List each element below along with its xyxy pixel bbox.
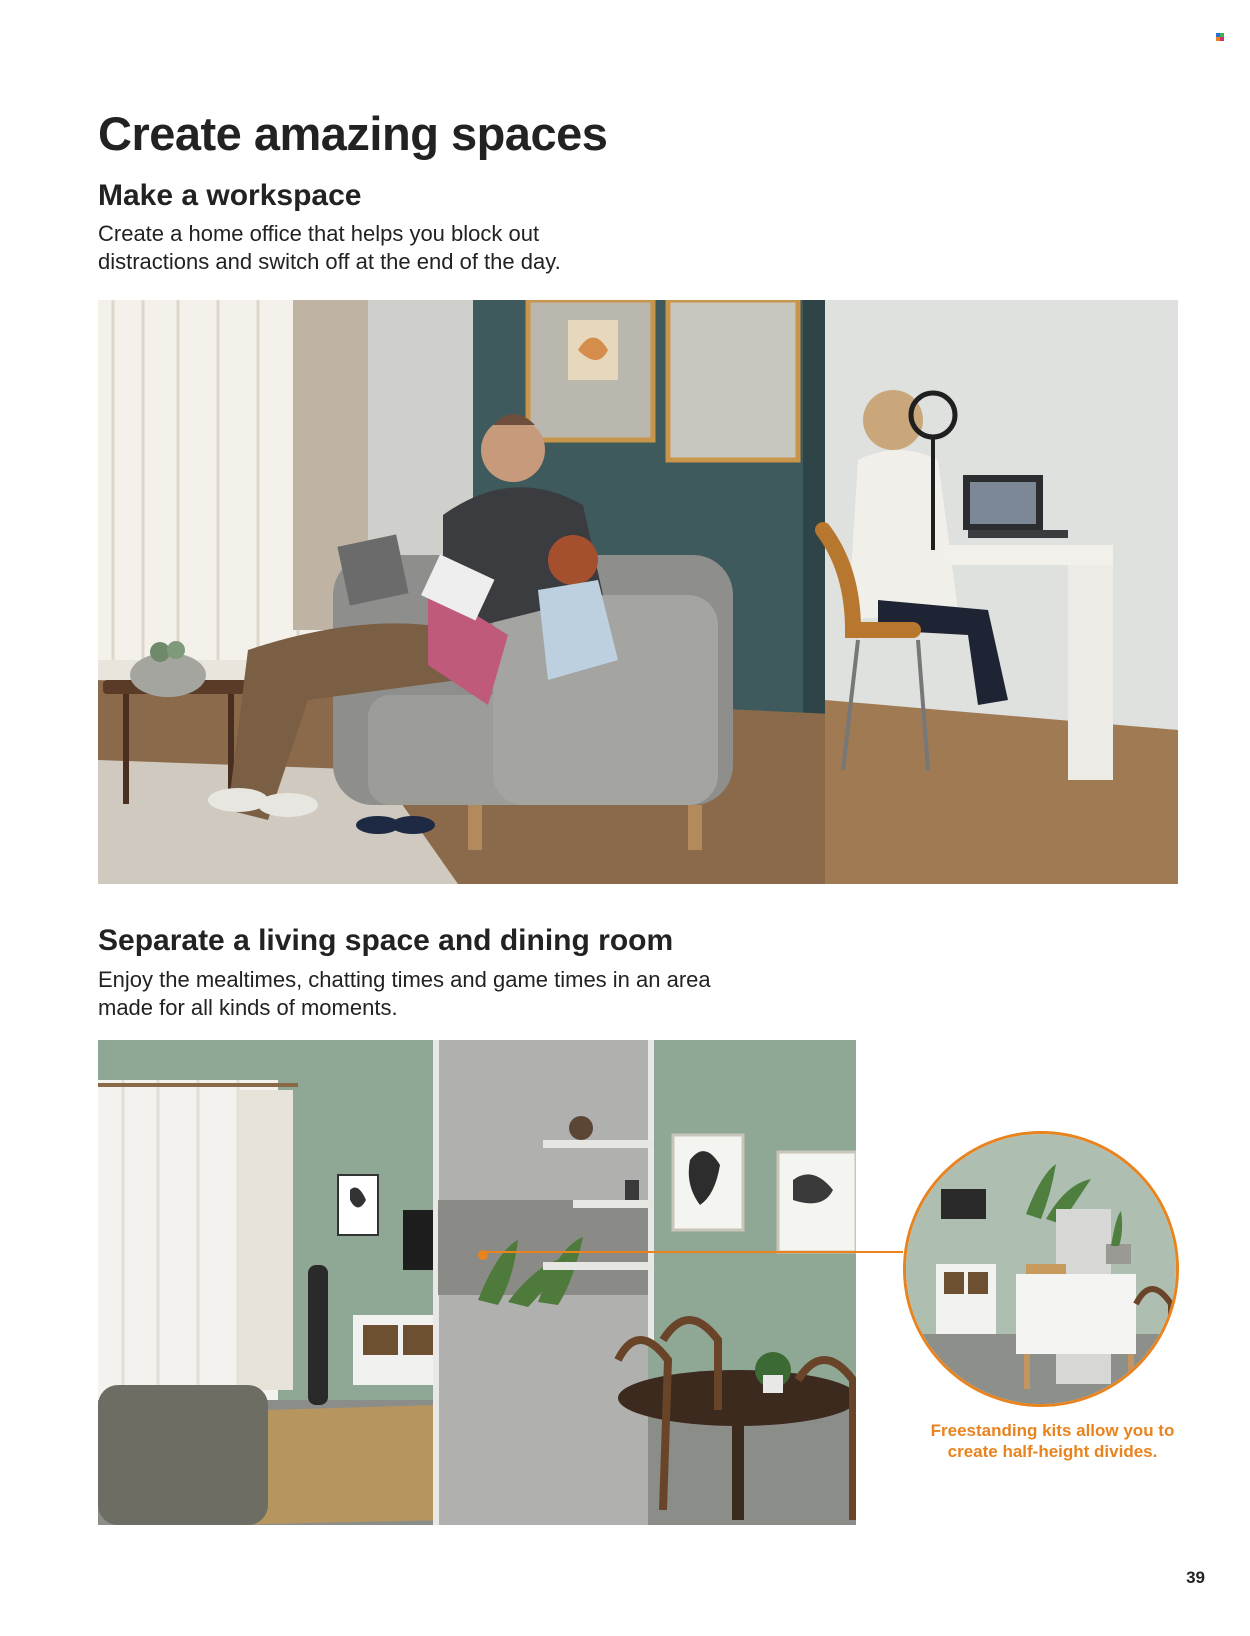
section-body-workspace — [98, 220, 561, 276]
body-line: made for all kinds of moments. — [98, 995, 398, 1020]
callout-line: Freestanding kits allow you to — [930, 1421, 1175, 1440]
callout-line: create half-height divides. — [947, 1442, 1158, 1461]
section-heading-workspace: Make a workspace — [98, 179, 362, 212]
callout-caption — [880, 1420, 1225, 1462]
body-line: Create a home office that helps you block out — [98, 221, 540, 246]
living-dining-photo — [98, 1040, 856, 1525]
workspace-photo — [98, 300, 1178, 884]
body-line: distractions and switch off at the end of the day. — [98, 249, 561, 274]
freestanding-kit-inset — [903, 1131, 1179, 1407]
section-body-living-dining — [98, 966, 711, 1022]
page-title: Create amazing spaces — [98, 107, 608, 160]
callout-leader-line — [478, 1250, 908, 1262]
body-line: Enjoy the mealtimes, chatting times and game times in an area — [98, 967, 711, 992]
section-heading-living-dining: Separate a living space and dining room — [98, 924, 674, 957]
brand-mark — [1216, 33, 1224, 41]
page-number: 39 — [1186, 1568, 1205, 1587]
